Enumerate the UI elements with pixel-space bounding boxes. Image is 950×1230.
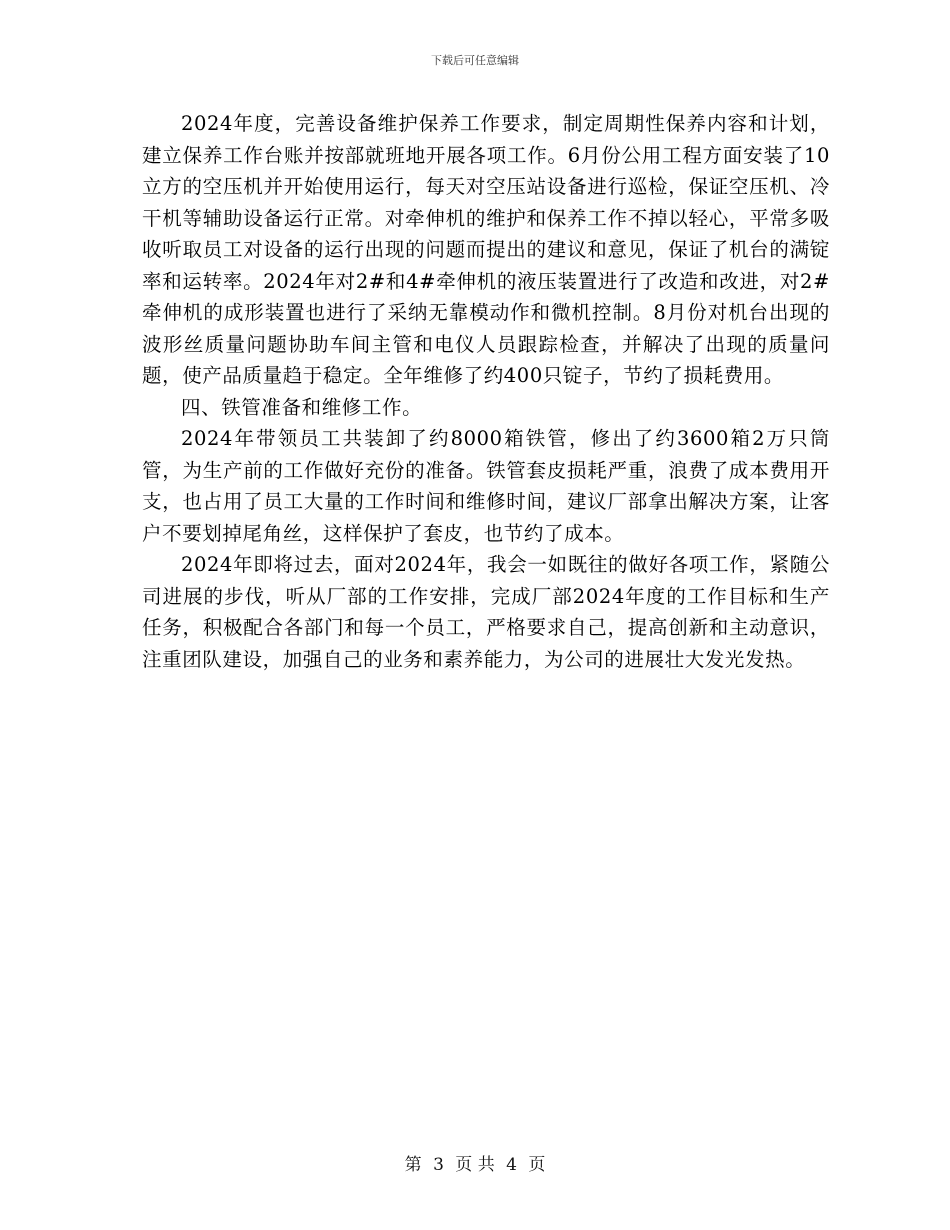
page-number: 3 [433, 1155, 444, 1175]
paragraph-outlook: 2024年即将过去，面对2024年，我会一如既往的做好各项工作，紧随公司进展的步伐，听从厂部的工作安排，完成厂部2024年度的工作目标和生产任务，积极配合各部门和每一个员工，严格要求自己，提高创新和主动意识，注重团队建设，加强自己的业务和素养能力，为公司的进展壮大发光发热。 [142, 553, 830, 671]
header-note: 下载后可任意编辑 [431, 54, 519, 67]
page-prefix: 第 [404, 1155, 422, 1175]
page-footer [0, 1153, 950, 1177]
paragraph-equipment-maintenance: 2024年度，完善设备维护保养工作要求，制定周期性保养内容和计划，建立保养工作台账并按部就班地开展各项工作。6月份公用工程方面安装了10立方的空压机并开始使用运行，每天对空压站设备进行巡检，保证空压机、冷干机等辅助设备运行正常。对牵伸机的维护和保养工作不掉以轻心，平常多吸收听取员工对设备的运行出现的问题而提出的建议和意见，保证了机台的满锭率和运转率。2024年对2#和4#牵伸机的液压装置进行了改造和改进，对2#牵伸机的成形装置也进行了采纳无靠模动作和微机控制。8月份对机台出现的波形丝质量问题协助车间主管和电仪人员跟踪检查，并解决了出现的质量问题，使产品质量趋于稳定。全年维修了约400只锭子，节约了损耗费用。 [142, 112, 830, 387]
total-pages: 4 [506, 1155, 517, 1175]
page-middle: 页 共 [455, 1155, 495, 1175]
page-header [0, 53, 950, 69]
document-body [142, 108, 830, 675]
page-suffix: 页 [528, 1155, 546, 1175]
section-heading-iron-pipe: 四、铁管准备和维修工作。 [181, 395, 423, 419]
paragraph-iron-pipe-work: 2024年带领员工共装卸了约8000箱铁管，修出了约3600箱2万只筒管，为生产前的工作做好充份的准备。铁管套皮损耗严重，浪费了成本费用开支，也占用了员工大量的工作时间和维修时间，建议厂部拿出解决方案，让客户不要划掉尾角丝，这样保护了套皮，也节约了成本。 [142, 427, 830, 545]
